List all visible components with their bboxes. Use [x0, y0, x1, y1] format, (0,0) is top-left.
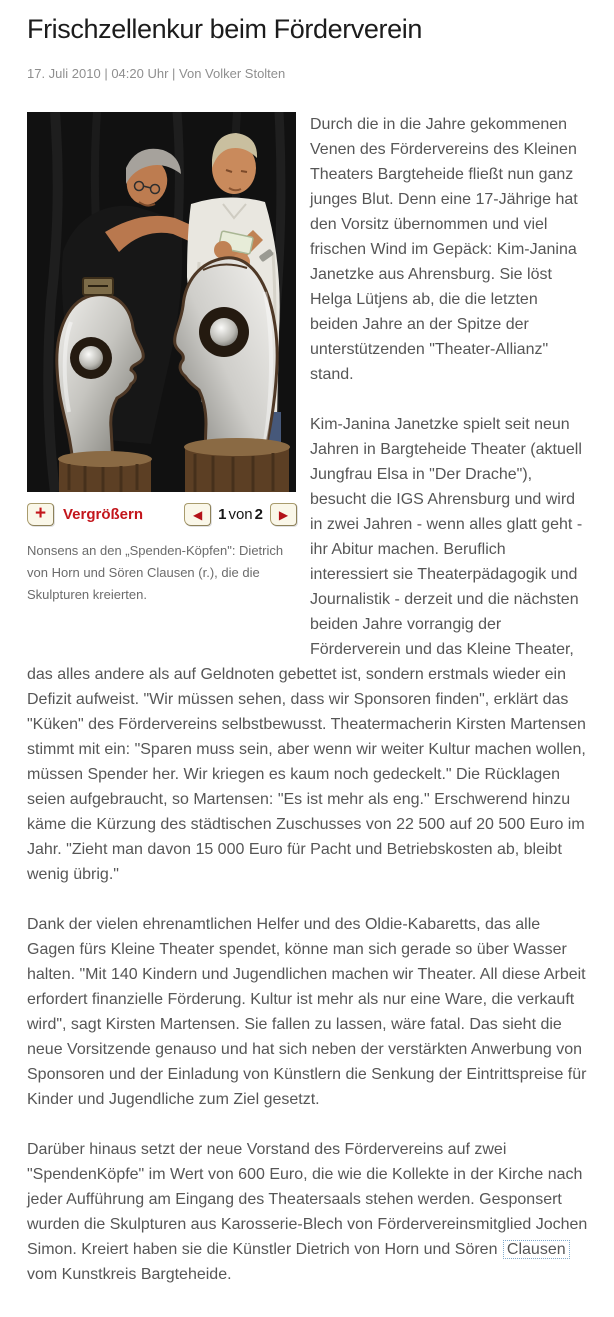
article-body: [27, 112, 588, 1287]
paragraph-4-text: Darüber hinaus setzt der neue Vorstand des Fördervereins auf zwei "SpendenKöpfe" im Wert von 600 Euro, die wie die Kollekte in der Kirche nach jeder Aufführung am Eingang des Theatersaals stehen werden. Gesponsert wurden die Skulpturen aus Karosserie-Blech von Fördervereinsmitglied Jochen Simon. Kreiert haben sie die Künstler Dietrich von Horn und Sören: [27, 1141, 588, 1258]
article-figure: [27, 112, 297, 649]
paragraph-4-text-end: vom Kunstkreis Bargteheide.: [27, 1266, 232, 1283]
prev-photo-button[interactable]: [184, 503, 211, 526]
enlarge-label: Vergrößern: [63, 506, 144, 523]
arrow-right-icon: ▶: [278, 507, 289, 522]
arrow-left-icon: ◀: [193, 507, 203, 522]
pager-total: 2: [254, 506, 263, 523]
plus-icon: +: [34, 503, 47, 524]
photo-pager: [184, 502, 297, 527]
photo-illustration: [27, 112, 296, 492]
paragraph-3: Dank der vielen ehrenamtlichen Helfer und des Oldie-Kabaretts, das alle Gagen fürs Kleine Theater spendet, könne man sich gerade so über Wasser halten. "Mit 140 Kindern und Jugendlichen machen wir Theater. All diese Arbeit erfordert finanzielle Förderung. Kultur ist mehr als nur eine Ware, die verkauft wird", sagt Kirsten Martensen. Sie fallen zu lassen, wäre fatal. Das sieht die neue Vorsitzende genauso und hat sich neben der verstärkten Anwerbung von Sponsoren und der Einladung von Künstlern die Senkung der Eintrittspreise für Kinder und Jugendliche zum Ziel gesetzt.: [27, 916, 587, 1108]
photo-controls: [27, 502, 297, 527]
next-photo-button[interactable]: [270, 503, 297, 526]
page-title: Frischzellenkur beim Förderverein: [27, 14, 422, 44]
pager-separator: von: [228, 506, 253, 523]
enlarge-button[interactable]: [27, 502, 143, 527]
zoom-in-button[interactable]: [27, 503, 54, 526]
pager-current: 1: [218, 506, 227, 523]
page-indicator: [218, 502, 263, 527]
byline: 17. Juli 2010 | 04:20 Uhr | Von Volker Stolten: [27, 66, 286, 81]
paragraph-2: Kim-Janina Janetzke spielt seit neun Jahren in Bargteheide Theater (aktuell Jungfrau Elsa in "Der Drache"), besucht die IGS Ahrensburg und wird in zwei Jahren - wenn alles glatt geht - ihr Abitur machen. Beruflich interessiert sie Theaterpädagogik und Journalistik - derzeit und die nächsten beiden Jahre vorrangig der Förderverein und das Kleine Theater, das alles andere als auf Geldnoten gebettet ist, sondern erstmals wieder ein Defizit aufweist. "Wir müssen sehen, dass wir Sponsoren finden", erklärt das "Küken" des Fördervereins selbstbewusst. Theatermacherin Kirsten Martensen stimmt mit ein: "Sparen muss sein, aber wenn wir weiter Kultur machen wollen, müssen Spender her. Wir kriegen es kaum noch gedeckelt." Die Rücklagen seien aufgebraucht, so Martensen: "Es ist mehr als eng." Erschwerend hinzu käme die Kürzung des städtischen Zuschusses von 22 500 auf 20 500 Euro im Jahr. "Zieht man davon 15 000 Euro für Pacht und Betriebskosten ab, bleibt wenig übrig.": [27, 416, 586, 883]
paragraph-4: [27, 1137, 588, 1287]
highlighted-word-clausen[interactable]: Clausen: [503, 1240, 570, 1259]
article-photo[interactable]: [27, 112, 296, 492]
photo-caption: Nonsens an den „Spenden-Köpfen": Dietrich von Horn und Sören Clausen (r.), die die Skulpturen kreierten.: [27, 543, 284, 602]
paragraph-1: Durch die in die Jahre gekommenen Venen des Fördervereins des Kleinen Theaters Bargteheide fließt nun ganz junges Blut. Denn eine 17-Jährige hat den Vorsitz übernommen und viel frischen Wind im Gepäck: Kim-Janina Janetzke aus Ahrensburg. Sie löst Helga Lütjens ab, die die letzten beiden Jahre an der Spitze der unterstützenden "Theater-Allianz" stand.: [310, 116, 578, 383]
